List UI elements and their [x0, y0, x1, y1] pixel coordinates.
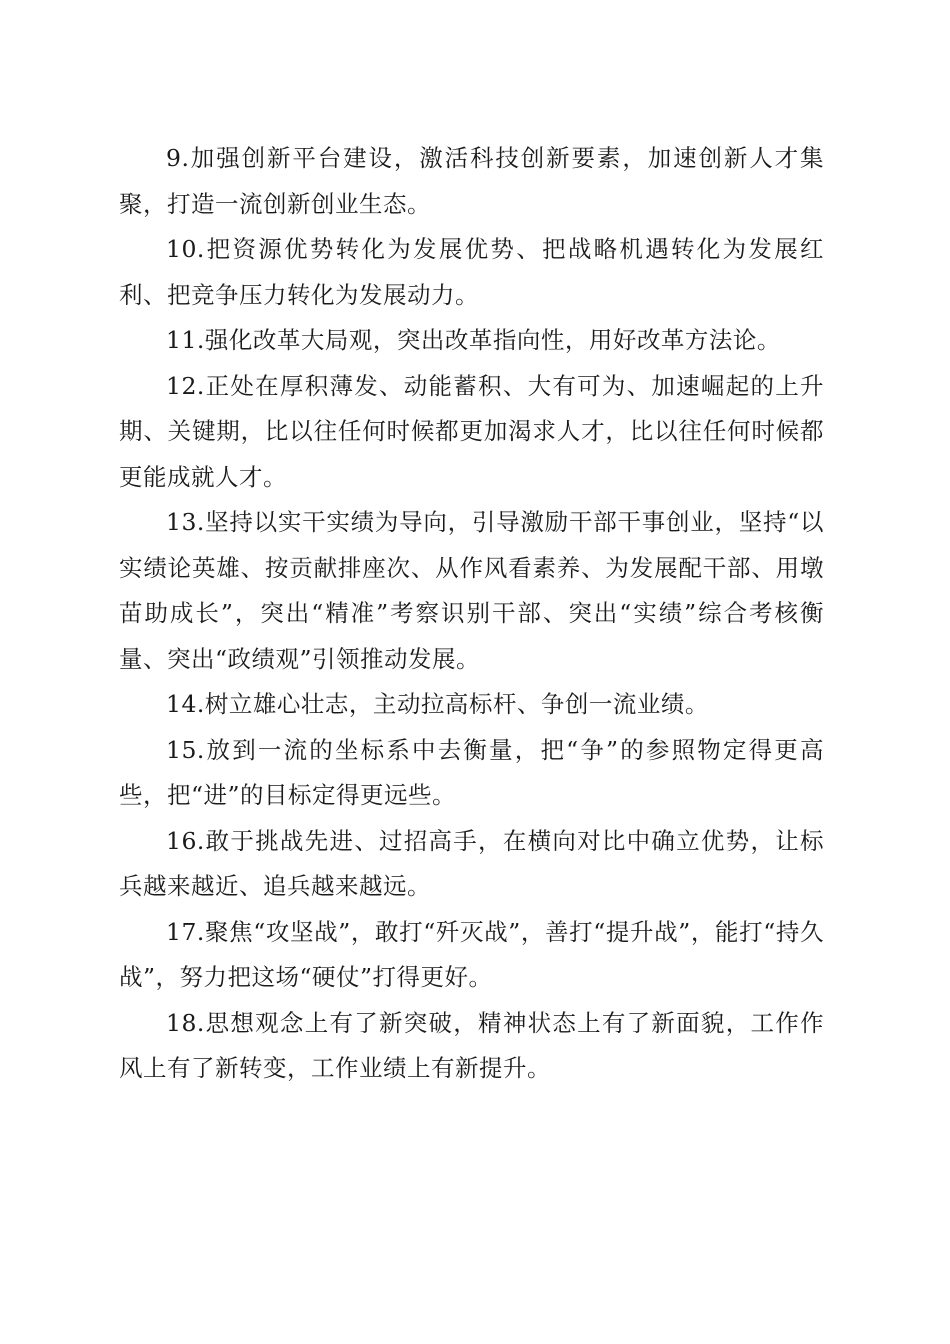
paragraph-11: 11.强化改革大局观，突出改革指向性，用好改革方法论。: [166, 326, 781, 354]
paragraph-14: 14.树立雄心壮志，主动拉高标杆、争创一流业绩。: [166, 690, 709, 718]
paragraph-15: 15.放到一流的坐标系中去衡量，把“争”的参照物定得更高些，把“进”的目标定得更远些。: [119, 735, 824, 809]
paragraph-16: 16.敢于挑战先进、过招高手，在横向对比中确立优势，让标兵越来越近、追兵越来越远。: [119, 826, 824, 900]
paragraph-13: 13.坚持以实干实绩为导向，引导激励干部干事创业，坚持“以实绩论英雄、按贡献排座次、从作风看素养、为发展配干部、用墩苗助成长”，突出“精准”考察识别干部、突出“实绩”综合考核衡量、突出“政绩观”引领推动发展。: [119, 508, 824, 673]
paragraph-18: 18.思想观念上有了新突破，精神状态上有了新面貌，工作作风上有了新转变，工作业绩上有新提升。: [119, 1008, 824, 1082]
paragraph-9: 9.加强创新平台建设，激活科技创新要素，加速创新人才集聚，打造一流创新创业生态。: [119, 144, 824, 218]
document-body: [119, 136, 824, 1092]
paragraph-12: 12.正处在厚积薄发、动能蓄积、大有可为、加速崛起的上升期、关键期，比以往任何时候都更加渴求人才，比以往任何时候都更能成就人才。: [119, 371, 824, 491]
paragraph-10: 10.把资源优势转化为发展优势、把战略机遇转化为发展红利、把竞争压力转化为发展动力。: [119, 235, 824, 309]
paragraph-17: 17.聚焦“攻坚战”，敢打“歼灭战”，善打“提升战”，能打“持久战”，努力把这场“硬仗”打得更好。: [119, 917, 824, 991]
